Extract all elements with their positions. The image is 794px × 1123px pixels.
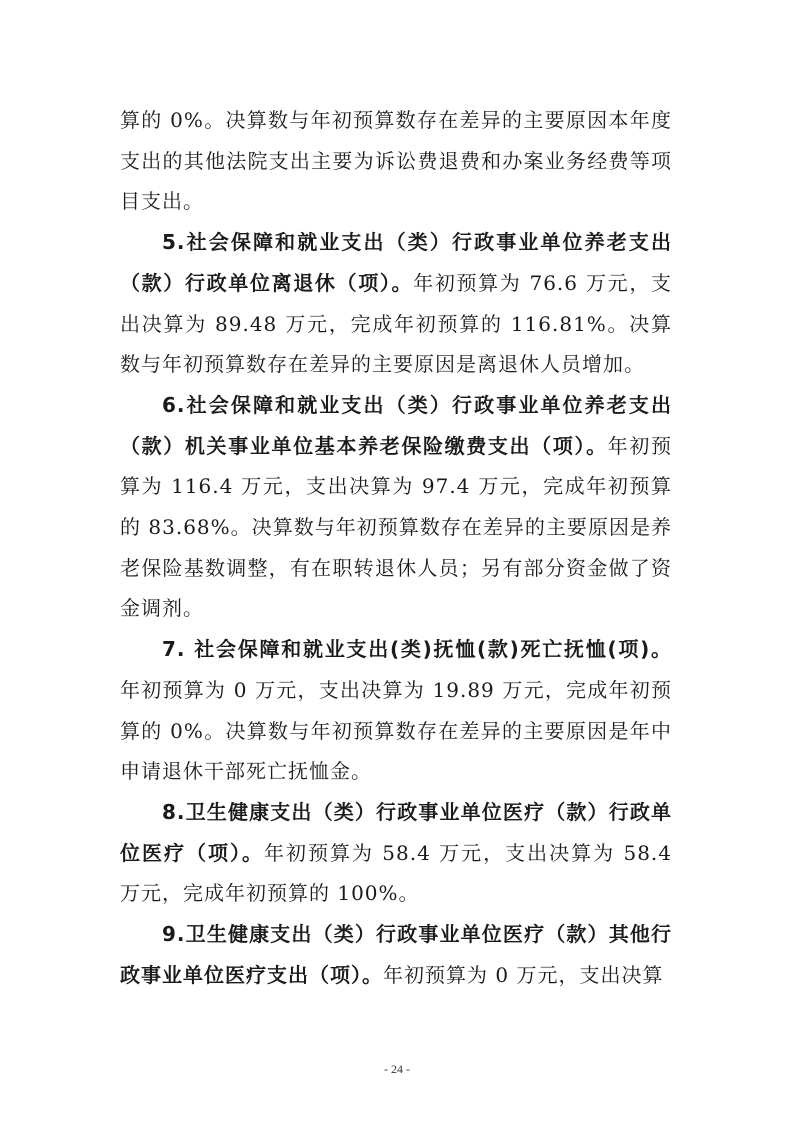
paragraph-item-5 (120, 222, 672, 385)
paragraph-heading: 7. 社会保障和就业支出(类)抚恤(款)死亡抚恤(项)。 (162, 637, 672, 662)
paragraph-body: 年初预算为 0 万元，支出决算为 19.89 万元，完成年初预算的 0%。决算数与年初预算数存在差异的主要原因是年中申请退休干部死亡抚恤金。 (120, 677, 672, 784)
paragraph-heading: 8.卫生健康支出（类）行政事业单位医疗（款）行政单位医疗（项）。 (120, 799, 672, 865)
paragraph-body: 年初预算为 76.6 万元，支出决算为 89.48 万元，完成年初预算的 116.81%。决算数与年初预算数存在差异的主要原因是离退休人员增加。 (120, 270, 672, 377)
paragraph-body: 年初预算为 116.4 万元，支出决算为 97.4 万元，完成年初预算的 83.68%。决算数与年初预算数存在差异的主要原因是养老保险基数调整，有在职转退休人员；另有部分资金做了资金调剂。 (120, 433, 673, 621)
paragraph-item-9 (120, 914, 672, 995)
paragraph-heading: 5.社会保障和就业支出（类）行政事业单位养老支出（款）行政单位离退休（项）。 (120, 230, 672, 295)
paragraph-heading: 9.卫生健康支出（类）行政事业单位医疗（款）其他行政事业单位医疗支出（项）。 (120, 922, 672, 987)
document-body (120, 100, 672, 995)
paragraph-item-6 (120, 385, 672, 629)
paragraph-body: 算的 0%。决算数与年初预算数存在差异的主要原因本年度支出的其他法院支出主要为诉讼费退费和办案业务经费等项目支出。 (120, 108, 672, 214)
paragraph-item-8 (120, 792, 672, 914)
paragraph-continuation (120, 100, 672, 222)
page-number: - 24 - (384, 1062, 410, 1076)
paragraph-item-7 (120, 629, 672, 792)
paragraph-body: 年初预算为 0 万元，支出决算 (383, 962, 664, 987)
paragraph-heading: 6.社会保障和就业支出（类）行政事业单位养老支出（款）机关事业单位基本养老保险缴费支出（项）。 (120, 392, 672, 458)
paragraph-body: 年初预算为 58.4 万元，支出决算为 58.4 万元，完成年初预算的 100%。 (120, 840, 673, 906)
